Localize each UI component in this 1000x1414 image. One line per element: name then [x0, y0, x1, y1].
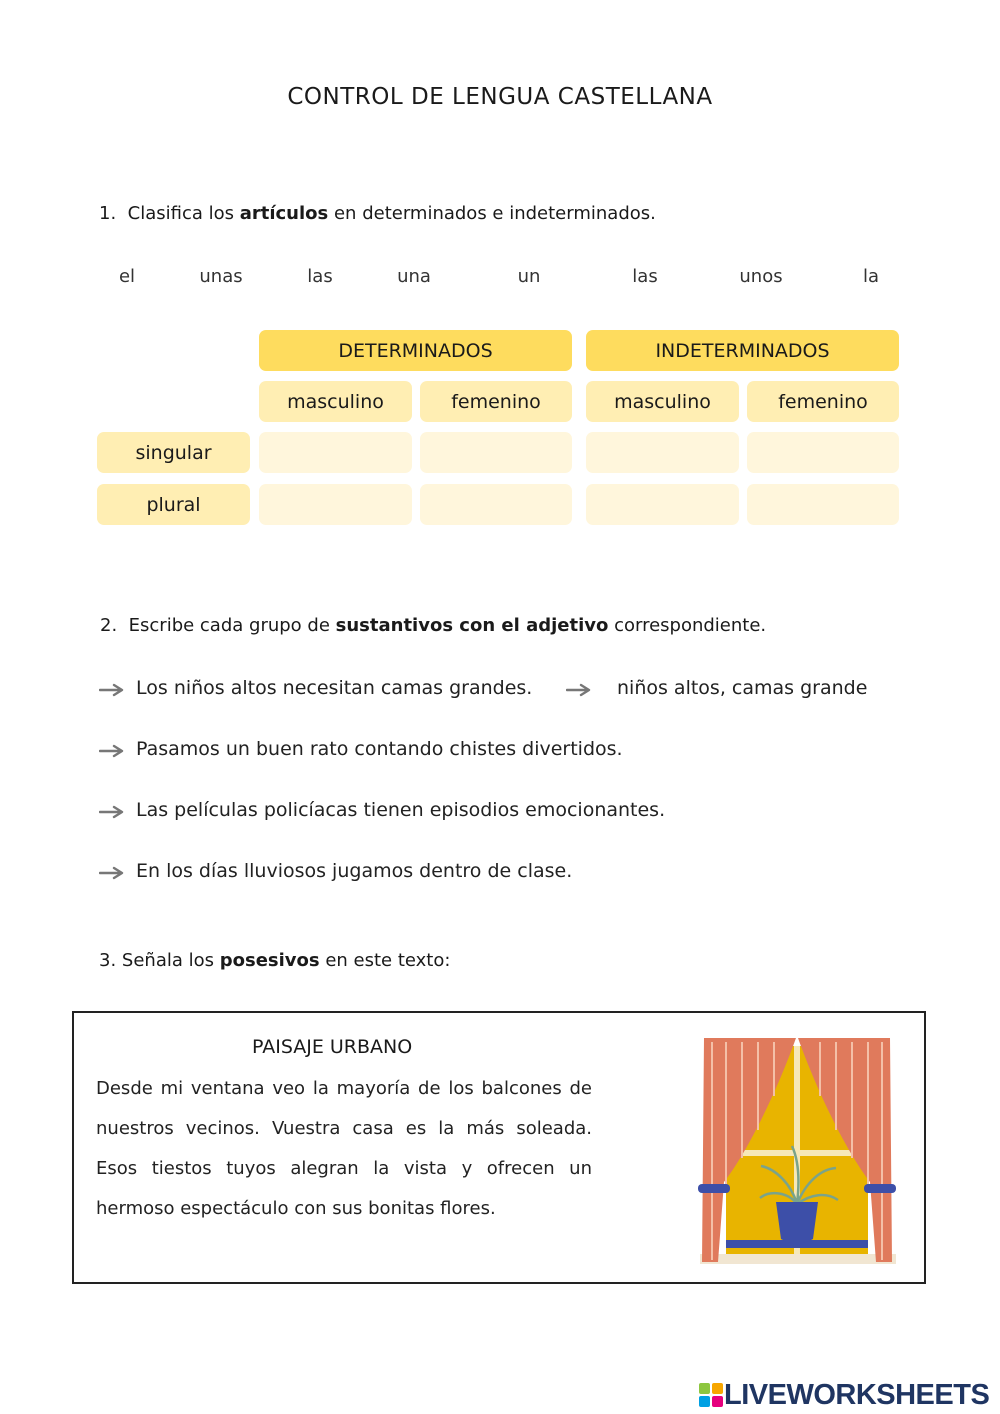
answer-cell[interactable] [420, 484, 572, 525]
subheader-femenino: femenino [747, 381, 899, 422]
answer-field[interactable]: niños altos, camas grande [617, 677, 868, 699]
arrow-right-icon [99, 683, 125, 697]
arrow-right-icon [99, 866, 125, 880]
arrow-right-icon [99, 805, 125, 819]
article-word[interactable]: un [517, 266, 541, 287]
article-word[interactable]: una [397, 266, 431, 287]
question-2 [100, 615, 766, 636]
article-word[interactable]: las [632, 266, 658, 287]
subheader-masculino: masculino [259, 381, 412, 422]
row-label-plural: plural [97, 484, 250, 525]
header-indeterminados: INDETERMINADOS [586, 330, 899, 371]
sentence: Pasamos un buen rato contando chistes divertidos. [136, 738, 623, 760]
sentence: En los días lluviosos jugamos dentro de clase. [136, 860, 573, 882]
subheader-masculino: masculino [586, 381, 739, 422]
question-number: 3. [99, 950, 117, 971]
brand-name: LIVEWORKSHEETS [724, 1378, 990, 1411]
window-illustration [696, 1034, 898, 1266]
question-number: 1. [99, 203, 117, 224]
question-text: en determinados e indeterminados. [328, 203, 656, 224]
article-word[interactable]: unas [199, 266, 243, 287]
story-text[interactable]: Desde mi ventana veo la mayoría de los balcones de nuestros vecinos. Vuestra casa es la más soleada. Esos tiestos tuyos alegran la vista y ofrecen un hermoso espectáculo con sus bonitas flores. [96, 1078, 592, 1219]
subheader-femenino: femenino [420, 381, 572, 422]
answer-cell[interactable] [259, 484, 412, 525]
question-text: Clasifica los [127, 203, 240, 224]
answer-cell[interactable] [586, 432, 739, 473]
liveworksheets-logo-icon [698, 1382, 724, 1408]
arrow-right-icon [99, 744, 125, 758]
question-3 [99, 950, 450, 971]
arrow-right-icon [566, 683, 592, 697]
question-text: en este texto: [319, 950, 451, 971]
page-title: CONTROL DE LENGUA CASTELLANA [287, 84, 713, 110]
story-title: PAISAJE URBANO [252, 1036, 413, 1058]
question-text: Señala los [121, 950, 220, 971]
question-keyword: sustantivos con el adjetivo [335, 615, 609, 636]
question-keyword: posesivos [219, 950, 320, 971]
header-determinados: DETERMINADOS [259, 330, 572, 371]
answer-cell[interactable] [747, 484, 899, 525]
question-keyword: artículos [239, 203, 329, 224]
brand-logo [698, 1378, 989, 1412]
row-label-singular: singular [97, 432, 250, 473]
answer-cell[interactable] [747, 432, 899, 473]
question-text: Escribe cada grupo de [128, 615, 336, 636]
article-word[interactable]: el [118, 266, 136, 287]
question-number: 2. [100, 615, 118, 636]
article-word[interactable]: la [862, 266, 880, 287]
article-word[interactable]: unos [739, 266, 783, 287]
sentence: Los niños altos necesitan camas grandes. [136, 677, 533, 699]
answer-cell[interactable] [259, 432, 412, 473]
article-word[interactable]: las [307, 266, 333, 287]
answer-cell[interactable] [420, 432, 572, 473]
question-1 [99, 203, 656, 224]
sentence: Las películas policíacas tienen episodios emocionantes. [136, 799, 666, 821]
question-text: correspondiente. [608, 615, 767, 636]
answer-cell[interactable] [586, 484, 739, 525]
